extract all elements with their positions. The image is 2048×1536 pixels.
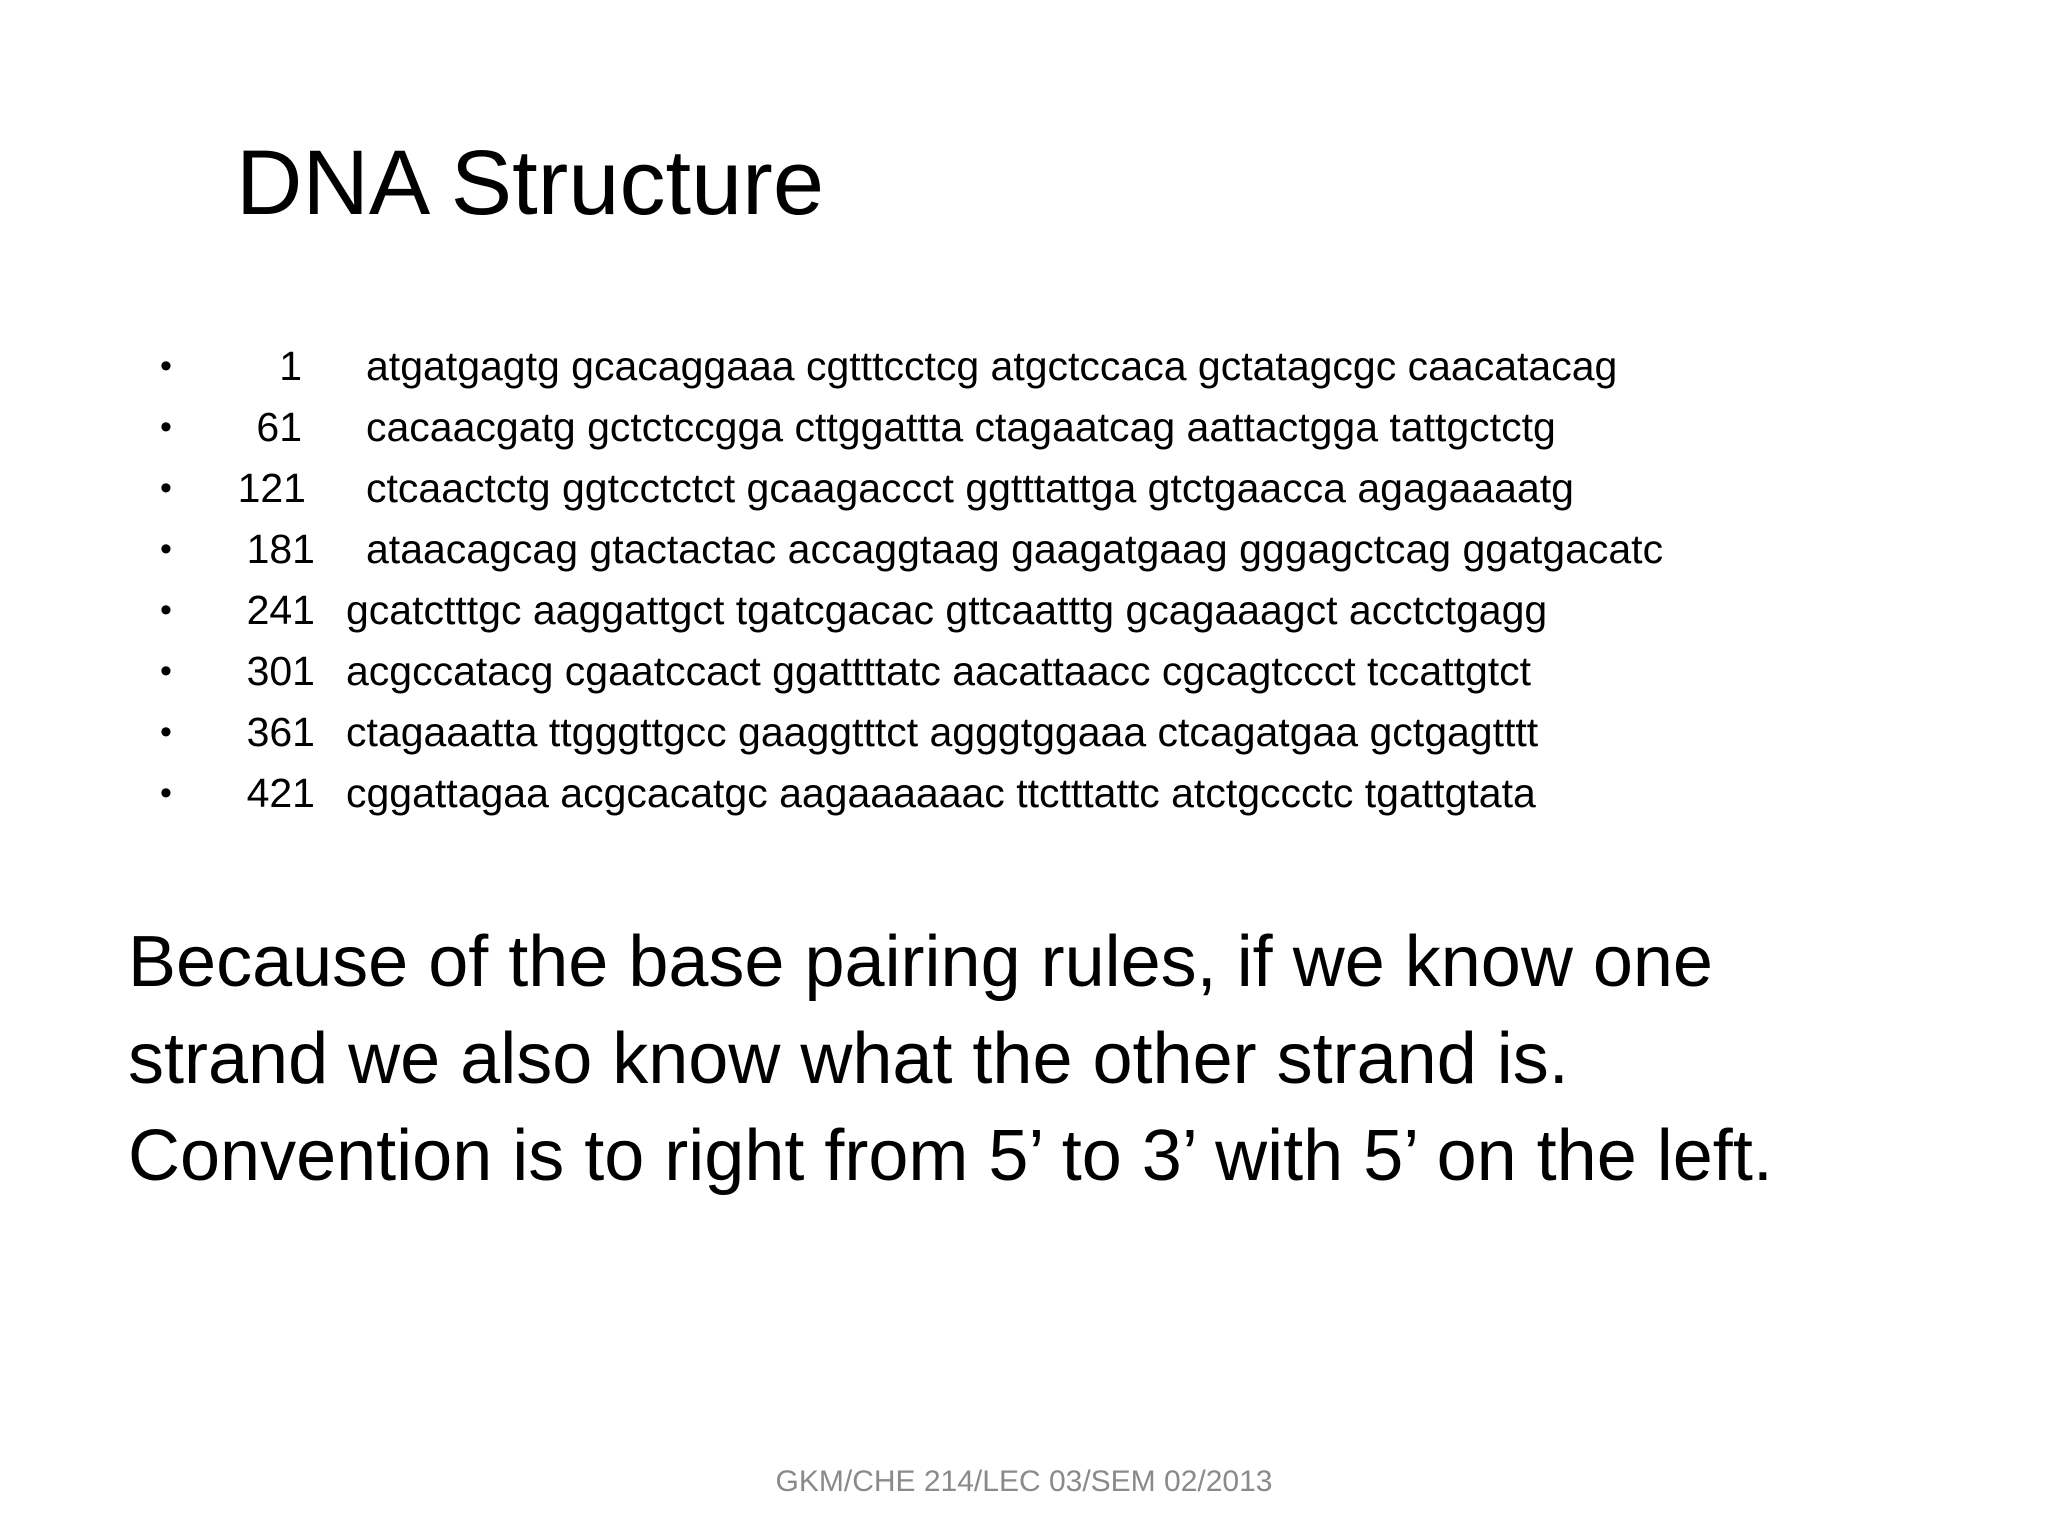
sequence-text: ctagaaatta ttgggttgcc gaaggtttct agggtggaaa ctcagatgaa gctgagtttt [346,709,1539,755]
body-line: Convention is to right from 5’ to 3’ with 5’ on the left. [128,1116,1773,1196]
sequence-index: 421 [246,770,315,816]
sequence-index: 241 [246,587,315,633]
sequence-index: 121 [237,465,306,511]
bullet-icon: • [160,408,172,446]
body-paragraph [128,914,1773,1205]
sequence-index: 61 [256,404,302,450]
bullet-icon: • [160,530,172,568]
sequence-text: atgatgagtg gcacaggaaa cgtttcctcg atgctccaca gctatagcgc caacatacag [366,343,1618,389]
sequence-index: 181 [246,526,315,572]
bullet-icon: • [160,774,172,812]
sequence-row [0,641,2048,702]
bullet-icon: • [160,713,172,751]
sequence-row [0,702,2048,763]
sequence-row [0,336,2048,397]
body-line: strand we also know what the other strand is. [128,1019,1569,1099]
bullet-icon: • [160,652,172,690]
slide-title: DNA Structure [236,132,824,234]
sequence-text: gcatctttgc aaggattgct tgatcgacac gttcaatttg gcagaaagct acctctgagg [346,587,1548,633]
slide-footer: GKM/CHE 214/LEC 03/SEM 02/2013 [775,1465,1273,1498]
sequence-text: ataacagcag gtactactac accaggtaag gaagatgaag gggagctcag ggatgacatc [366,526,1664,572]
sequence-index: 1 [279,343,302,389]
sequence-row [0,763,2048,824]
sequence-row [0,458,2048,519]
sequence-row [0,397,2048,458]
bullet-icon: • [160,347,172,385]
sequence-index: 361 [246,709,315,755]
sequence-list [0,336,2048,824]
body-line: Because of the base pairing rules, if we know one [128,922,1713,1002]
sequence-row [0,580,2048,641]
bullet-icon: • [160,591,172,629]
sequence-text: acgccatacg cgaatccact ggattttatc aacattaacc cgcagtccct tccattgtct [346,648,1532,694]
sequence-row [0,519,2048,580]
sequence-text: ctcaactctg ggtcctctct gcaagaccct ggtttattga gtctgaacca agagaaaatg [366,465,1574,511]
sequence-text: cggattagaa acgcacatgc aagaaaaaac ttctttattc atctgccctc tgattgtata [346,770,1536,816]
sequence-index: 301 [246,648,315,694]
bullet-icon: • [160,469,172,507]
sequence-text: cacaacgatg gctctccgga cttggattta ctagaatcag aattactgga tattgctctg [366,404,1556,450]
